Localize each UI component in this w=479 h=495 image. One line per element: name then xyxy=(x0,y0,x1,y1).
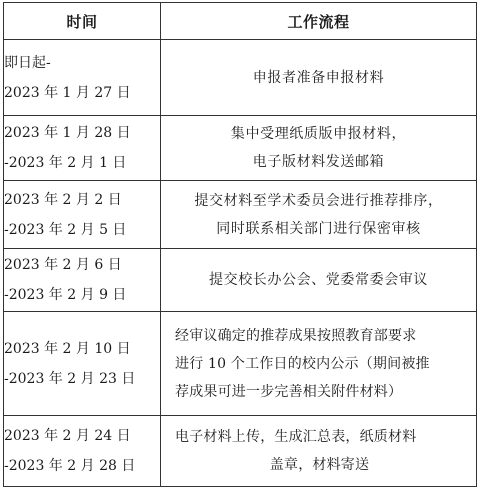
flow-line: 集中受理纸质版申报材料， xyxy=(230,126,407,142)
column-header-time: 时间 xyxy=(4,3,161,40)
flow-cell xyxy=(161,181,477,249)
flow-line: 同时联系相关部门进行保密审核 xyxy=(216,220,421,237)
table-row xyxy=(4,416,477,487)
flow-cell xyxy=(161,312,477,416)
time-line: 2023 年 2 月 6 日 xyxy=(4,257,122,273)
time-line: 2023 年 2 月 24 日 xyxy=(4,428,131,444)
flow-line: 电子版材料发送邮箱 xyxy=(252,154,385,170)
time-line: 2023 年 2 月 2 日 xyxy=(4,191,122,208)
table-row xyxy=(4,181,477,249)
time-line: 2023 年 1 月 28 日 xyxy=(4,125,131,141)
time-cell xyxy=(4,181,161,249)
time-line: -2023 年 2 月 28 日 xyxy=(4,458,136,474)
time-line: -2023 年 2 月 5 日 xyxy=(4,221,127,238)
time-line: 即日起- xyxy=(4,54,51,71)
table-row xyxy=(4,40,477,116)
column-header-flow: 工作流程 xyxy=(161,3,477,40)
time-cell xyxy=(4,40,161,116)
time-line: 2023 年 2 月 10 日 xyxy=(4,340,131,357)
flow-cell xyxy=(161,249,477,312)
flow-line: 提交材料至学术委员会进行推荐排序， xyxy=(194,192,443,209)
flow-line: 荐成果可进一步完善相关附件材料） xyxy=(175,383,403,400)
time-cell xyxy=(4,416,161,487)
table-row xyxy=(4,249,477,312)
table-row xyxy=(4,312,477,416)
flow-line: 进行 10 个工作日的校内公示（期间被推 xyxy=(175,355,430,372)
time-line: 2023 年 1 月 27 日 xyxy=(4,84,131,101)
time-line: -2023 年 2 月 23 日 xyxy=(4,370,136,387)
flow-line: 盖章，材料寄送 xyxy=(269,457,370,473)
table-header-row xyxy=(4,3,477,40)
flow-cell xyxy=(161,40,477,116)
schedule-table xyxy=(3,2,477,487)
time-line: -2023 年 2 月 1 日 xyxy=(4,155,127,171)
table-row xyxy=(4,116,477,181)
flow-cell xyxy=(161,116,477,181)
flow-line: 电子材料上传，生成汇总表，纸质材料 xyxy=(175,429,417,445)
time-cell xyxy=(4,116,161,181)
flow-cell xyxy=(161,416,477,487)
flow-line: 申报者准备申报材料 xyxy=(252,69,385,86)
flow-line: 经审议确定的推荐成果按照教育部要求 xyxy=(175,327,417,344)
flow-line: 提交校长办公会、党委常委会审议 xyxy=(209,272,428,288)
time-cell xyxy=(4,249,161,312)
time-line: -2023 年 2 月 9 日 xyxy=(4,287,127,303)
time-cell xyxy=(4,312,161,416)
